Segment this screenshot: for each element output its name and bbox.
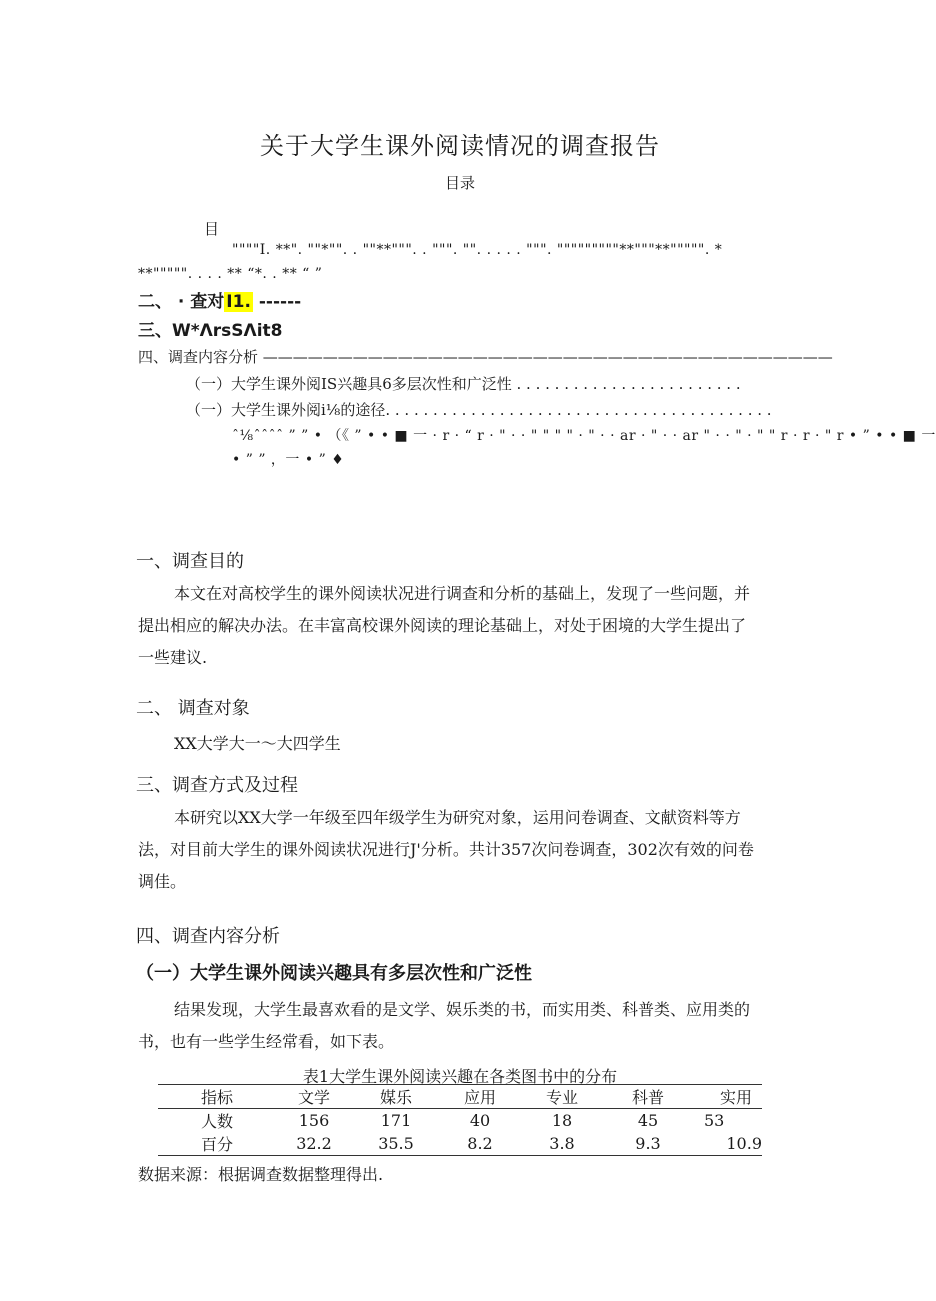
toc-garbled-line-2: **""""". . . . ** “*. . ** “ ”: [138, 266, 323, 282]
toc-item-2[interactable]: [138, 287, 301, 312]
table-header-cell: 专业: [545, 1088, 578, 1107]
section-1-heading: 一、调查目的: [136, 551, 244, 572]
section-3-paragraph: [138, 802, 778, 898]
section-1-line-3: 一些建议.: [138, 648, 208, 667]
toc-subitem-1[interactable]: （一）大学生课外阅IS兴趣具6多层次性和广泛性 . . . . . . . . . . . . . . . . . . . . . . . .: [186, 375, 741, 393]
section-3-line-2: 法，对目前大学生的课外阅读状况进行J'分析。共计357次问卷调查，302次有效的问卷: [138, 840, 754, 859]
table-cell: 171: [380, 1111, 412, 1130]
table-caption: 表1大学生课外阅读兴趣在各类图书中的分布: [302, 1067, 618, 1086]
table-header-cell: 实用: [719, 1088, 752, 1107]
toc-item-2-highlight: I1.: [226, 292, 251, 312]
table-header-cell: 科普: [631, 1088, 664, 1107]
section-1-line-1: 本文在对高校学生的课外阅读状况进行调查和分析的基础上，发现了一些问题，并: [174, 584, 751, 603]
toc-garbled-line-4: • ” ” ，一 • ” ♦: [232, 452, 345, 468]
table-cell: 53: [704, 1111, 725, 1130]
section-3-heading: 三、调查方式及过程: [136, 775, 298, 796]
section-3-line-1: 本研究以XX大学一年级至四年级学生为研究对象，运用问卷调查、文献资料等方: [174, 808, 741, 827]
table-header-cell: 指标: [200, 1088, 233, 1107]
table-cell: 32.2: [296, 1134, 332, 1153]
table-source-note: 数据来源：根据调查数据整理得出.: [138, 1165, 384, 1184]
table-cell: 8.2: [467, 1134, 493, 1153]
table-row: [158, 1109, 762, 1133]
table-header-cell: 应用: [463, 1088, 496, 1107]
section-2-heading: 二、 调查对象: [136, 698, 250, 719]
table-cell: 35.5: [378, 1134, 414, 1153]
toc-heading: 目录: [444, 174, 475, 192]
table-cell: 百分: [200, 1135, 233, 1154]
section-4-paragraph: [138, 994, 778, 1058]
toc-subitem-2[interactable]: （一）大学生课外阅i⅛的途径. . . . . . . . . . . . . . . . . . . . . . . . . . . . . . . . . . . . . . . . .: [186, 401, 772, 419]
table-row: [158, 1132, 762, 1156]
section-4-line-1: 结果发现，大学生最喜欢看的是文学、娱乐类的书，而实用类、科普类、应用类的: [174, 1000, 751, 1019]
toc-item-4[interactable]: 四、调查内容分析 ——————————————————————————————————————: [138, 348, 833, 366]
table-header-row: [158, 1085, 762, 1109]
section-4-heading: 四、调查内容分析: [136, 926, 280, 947]
section-4-line-2: 书，也有一些学生经常看，如下表。: [138, 1032, 395, 1051]
table-cell: 45: [637, 1111, 659, 1130]
toc-garbled-line-3: ˆ⅛ˆˆˆˆ ” ” • （《 ” • • ■ 一 · r · “ r · " · · " " " " · " · · ar · " · · ar " · · " · " " r · r · " r • ” • • ■ 一: [232, 428, 936, 444]
section-4-subheading: （一）大学生课外阅读兴趣具有多层次性和广泛性: [136, 963, 532, 984]
toc-garbled-line-1: """"I. **". ""*"". . ""**""". . """. "". . . . . """. """""""""**"""**""""". *: [232, 242, 723, 258]
toc-mu-label: 目: [204, 220, 220, 238]
table-cell: 156: [298, 1111, 330, 1130]
table-cell: 18: [551, 1111, 573, 1130]
section-1-line-2: 提出相应的解决办法。在丰富高校课外阅读的理论基础上，对处于困境的大学生提出了: [138, 616, 747, 635]
table-cell: 10.9: [726, 1134, 762, 1153]
toc-item-2-prefix: 二、 · 查对: [138, 292, 225, 312]
table-header-cell: 媒乐: [379, 1088, 412, 1107]
table-cell: 9.3: [635, 1134, 661, 1153]
reading-interest-table: [158, 1084, 762, 1156]
document-title: 关于大学生课外阅读情况的调查报告: [260, 132, 660, 160]
section-2-text: XX大学大一～大四学生: [174, 734, 341, 753]
toc-item-2-rest: ------: [252, 292, 302, 312]
table-cell: 人数: [200, 1112, 233, 1131]
table-cell: 3.8: [549, 1134, 575, 1153]
section-1-paragraph: [138, 578, 768, 674]
section-3-line-3: 调佳。: [138, 872, 187, 891]
table-cell: 40: [469, 1111, 491, 1130]
toc-item-3[interactable]: 三、W*ΛrsSΛit8: [138, 321, 283, 341]
table-header-cell: 文学: [297, 1088, 330, 1107]
